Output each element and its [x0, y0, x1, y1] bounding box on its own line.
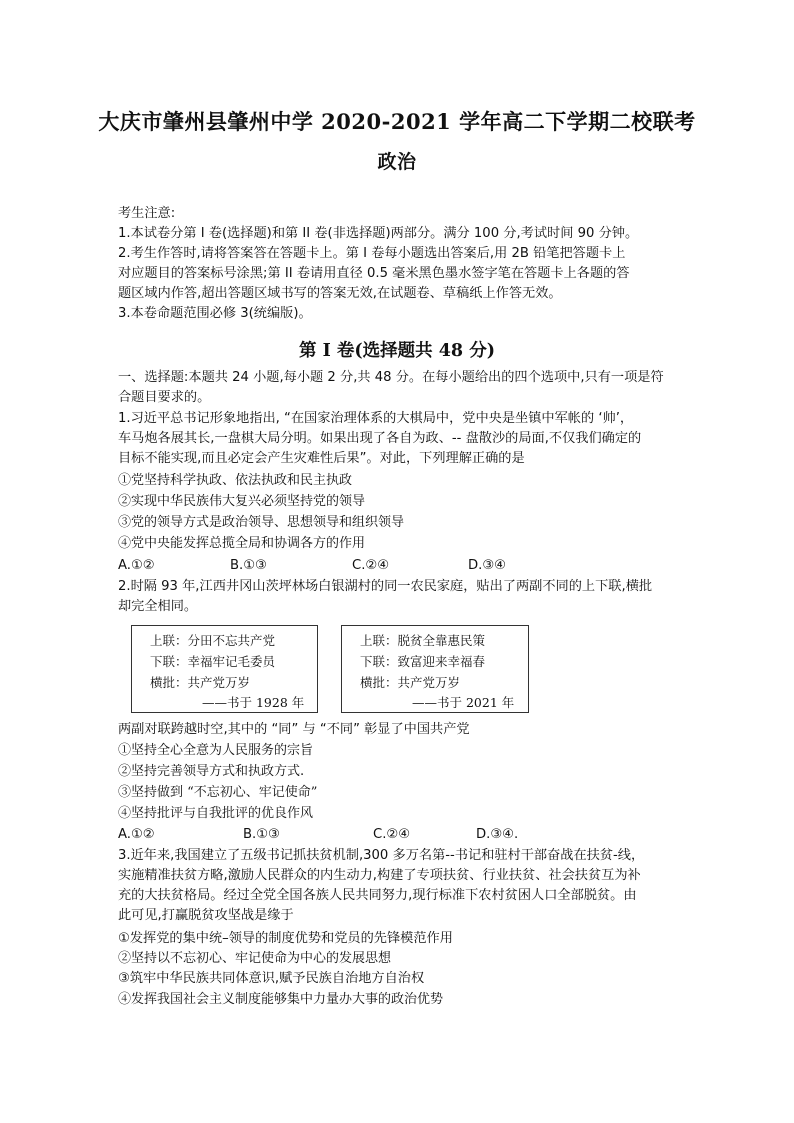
q2-stem: 2.时隔 93 年,江西井冈山茨坪林场白银湖村的同一农民家庭，贴出了两副不同的上下联,横批 — [118, 579, 653, 594]
couplet-upper: 上联：脱贫全靠惠民策 — [360, 633, 486, 648]
q2-item: ④坚持批评与自我批评的优良作风 — [118, 806, 314, 821]
q1-option-c[interactable]: C.②④ — [352, 558, 390, 573]
section-intro: 合题目要求的。 — [118, 390, 211, 405]
q3-stem: 3.近年来,我国建立了五级书记抓扶贫机制,300 多万名第--书记和驻村干部奋战在扶贫-线， — [118, 848, 645, 863]
q2-stem: 却完全相同。 — [118, 599, 198, 614]
couplet-box-1928 — [131, 625, 318, 713]
q3-item: ③筑牢中华民族共同体意识,赋予民族自治地方自治权 — [118, 971, 425, 986]
couplet-banner: 横批：共产党万岁 — [360, 675, 461, 690]
q1-option-d[interactable]: D.③④ — [468, 558, 506, 573]
q2-option-a[interactable]: A.①② — [118, 827, 155, 842]
couplet-lower: 下联：幸福牢记毛委员 — [150, 654, 276, 669]
q3-item: ②坚持以不忘初心、牢记使命为中心的发展思想 — [118, 951, 392, 966]
q3-stem: 此可见,打赢脱贫攻坚战是缘于 — [118, 908, 294, 923]
q3-stem: 实施精准扶贫方略,激励人民群众的内生动力,构建了专项扶贫、行业扶贫、社会扶贫互为补 — [118, 868, 641, 883]
q1-stem: 1.习近平总书记形象地指出, “在国家治理体系的大棋局中，党中央是坐镇中军帐的 ‘帅’， — [118, 411, 634, 426]
q2-option-c[interactable]: C.②④ — [373, 827, 411, 842]
q2-option-b[interactable]: B.①③ — [243, 827, 280, 842]
q3-stem: 充的大扶贫格局。经过全党全国各族人民共同努力,现行标准下农村贫困人口全部脱贫。由 — [118, 888, 637, 903]
q1-item: ②实现中华民族伟大复兴必须坚持党的领导 — [118, 494, 366, 509]
notice-line: 2.考生作答时,请将答案答在答题卡上。第 I 卷每小题选出答案后,用 2B 铅笔把答题卡上 — [118, 246, 626, 261]
q1-option-a[interactable]: A.①② — [118, 558, 155, 573]
section-title: 第 I 卷(选择题共 48 分) — [299, 341, 495, 361]
q2-stem: 两副对联跨越时空,其中的 “同” 与 “不同” 彰显了中国共产党 — [118, 722, 470, 737]
q2-item: ③坚持做到 “不忘初心、牢记使命” — [118, 785, 318, 800]
q2-item: ①坚持全心全意为人民服务的宗旨 — [118, 743, 314, 758]
couplet-date: ——书于 2021 年 — [412, 695, 515, 710]
q1-options — [118, 557, 618, 575]
q2-options — [118, 826, 618, 844]
notice-heading: 考生注意: — [118, 206, 176, 221]
notice-line: 3.本卷命题范围必修 3(统编版)。 — [118, 306, 312, 321]
q1-option-b[interactable]: B.①③ — [230, 558, 267, 573]
exam-title: 大庆市肇州县肇州中学 2020-2021 学年高二下学期二校联考 — [98, 109, 696, 134]
q1-item: ④党中央能发挥总揽全局和协调各方的作用 — [118, 536, 366, 551]
couplet-box-2021 — [341, 625, 529, 713]
couplet-upper: 上联：分田不忘共产党 — [150, 633, 276, 648]
q3-item: ④发挥我国社会主义制度能够集中力量办大事的政治优势 — [118, 992, 444, 1007]
q1-item: ①党坚持科学执政、依法执政和民主执政 — [118, 473, 353, 488]
notice-line: 对应题目的答案标号涂黑;第 II 卷请用直径 0.5 毫米黑色墨水签字笔在答题卡上各题的答 — [118, 266, 630, 281]
q2-item: ②坚持完善领导方式和执政方式. — [118, 764, 305, 779]
couplet-date: ——书于 1928 年 — [202, 695, 305, 710]
q3-item: ①发挥党的集中统–领导的制度优势和党员的先锋模范作用 — [118, 931, 453, 946]
section-intro: 一、选择题:本题共 24 小题,每小题 2 分,共 48 分。在每小题给出的四个选项中,只有一项是符 — [118, 370, 664, 385]
couplet-banner: 横批：共产党万岁 — [150, 675, 251, 690]
notice-line: 题区域内作答,超出答题区域书写的答案无效,在试题卷、草稿纸上作答无效。 — [118, 286, 562, 301]
exam-subject: 政治 — [377, 151, 417, 173]
q1-stem: 目标不能实现,而且必定会产生灾难性后果”。对此，下列理解正确的是 — [118, 451, 525, 466]
q2-option-d[interactable]: D.③④. — [476, 827, 519, 842]
q1-item: ③党的领导方式是政治领导、思想领导和组织领导 — [118, 515, 405, 530]
couplet-lower: 下联：致富迎来幸福春 — [360, 654, 486, 669]
notice-line: 1.本试卷分第 I 卷(选择题)和第 II 卷(非选择题)两部分。满分 100 分,考试时间 90 分钟。 — [118, 226, 639, 241]
q1-stem: 车马炮各展其长,一盘棋大局分明。如果出现了各自为政、-- 盘散沙的局面,不仅我们确定的 — [118, 431, 642, 446]
